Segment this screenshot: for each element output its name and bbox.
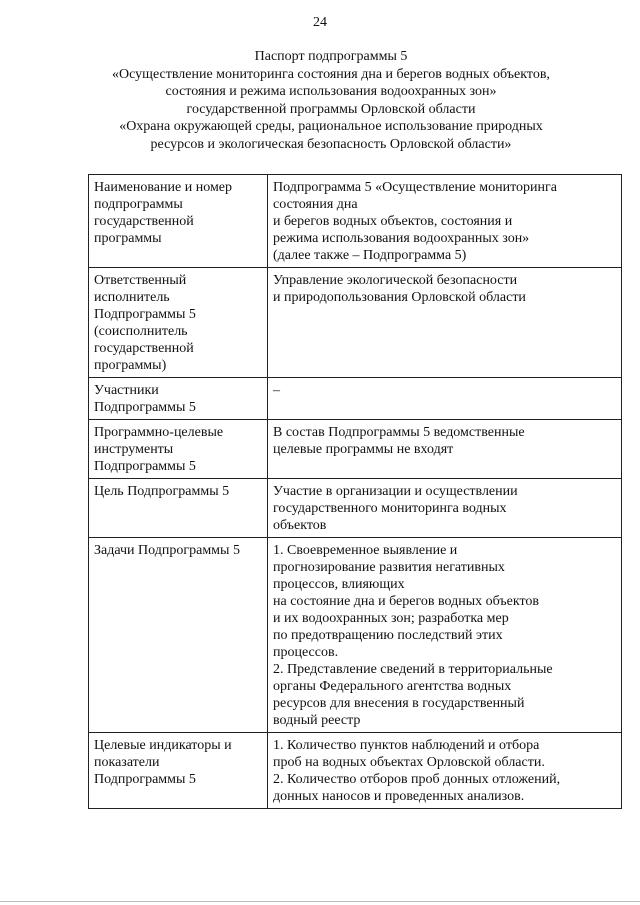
label-line: (соисполнитель: [94, 324, 188, 339]
value-line: на состояние дна и берегов водных объектов: [273, 594, 539, 609]
passport-title: [40, 48, 622, 153]
row-value-cell: [268, 479, 622, 538]
value-line: по предотвращению последствий этих: [273, 628, 503, 643]
page-edge-divider: [0, 901, 640, 902]
value-line: Участие в организации и осуществлении: [273, 484, 518, 499]
title-line: ресурсов и экологическая безопасность Орловской области»: [150, 136, 512, 152]
label-line: государственной: [94, 214, 194, 229]
value-line: донных наносов и проведенных анализов.: [273, 789, 525, 804]
value-line: 2. Количество отборов проб донных отложений,: [273, 772, 561, 787]
value-line: процессов.: [273, 645, 339, 660]
value-line: 1. Своевременное выявление и: [273, 543, 458, 558]
label-line: Ответственный: [94, 273, 187, 288]
value-line: государственного мониторинга водных: [273, 501, 507, 516]
title-line: «Осуществление мониторинга состояния дна и берегов водных объектов,: [112, 66, 550, 82]
table-row-indicators: [89, 733, 622, 809]
passport-table: [88, 174, 622, 809]
label-line: Задачи Подпрограммы 5: [94, 543, 240, 558]
row-label-cell: [89, 175, 268, 268]
value-line: (далее также – Подпрограмма 5): [273, 248, 467, 263]
table-row-participants: [89, 378, 622, 420]
label-line: показатели: [94, 755, 160, 770]
row-value-cell: [268, 268, 622, 378]
label-line: Подпрограммы 5: [94, 307, 196, 322]
label-line: Наименование и номер: [94, 180, 233, 195]
page-number: 24: [313, 15, 327, 30]
value-line: и природопользования Орловской области: [273, 290, 526, 305]
value-line: целевые программы не входят: [273, 442, 454, 457]
value-line: Управление экологической безопасности: [273, 273, 518, 288]
row-label-cell: [89, 733, 268, 809]
value-line: процессов, влияющих: [273, 577, 405, 592]
label-line: исполнитель: [94, 290, 170, 305]
label-line: подпрограммы: [94, 197, 183, 212]
value-line: 2. Представление сведений в территориальные: [273, 662, 553, 677]
row-value-cell: [268, 733, 622, 809]
row-value-cell: [268, 378, 622, 420]
value-line: проб на водных объектах Орловской области.: [273, 755, 545, 770]
label-line: инструменты: [94, 442, 174, 457]
label-line: Подпрограммы 5: [94, 772, 196, 787]
label-line: Программно-целевые: [94, 425, 224, 440]
row-label-cell: [89, 538, 268, 733]
label-line: программы): [94, 358, 167, 373]
label-line: Цель Подпрограммы 5: [94, 484, 230, 499]
label-line: Подпрограммы 5: [94, 459, 196, 474]
row-value-cell: [268, 420, 622, 479]
table-row-responsible: [89, 268, 622, 378]
row-label-cell: [89, 420, 268, 479]
table-row-instruments: [89, 420, 622, 479]
value-line: водный реестр: [273, 713, 361, 728]
value-line: 1. Количество пунктов наблюдений и отбора: [273, 738, 540, 753]
value-line: режима использования водоохранных зон»: [273, 231, 530, 246]
label-line: Участники: [94, 383, 159, 398]
title-line: состояния и режима использования водоохранных зон»: [165, 84, 497, 99]
table-row-name: [89, 175, 622, 268]
label-line: государственной: [94, 341, 194, 356]
value-line: ресурсов для внесения в государственный: [273, 696, 525, 711]
row-label-cell: [89, 378, 268, 420]
value-line: состояния дна: [273, 197, 358, 212]
value-line: прогнозирование развития негативных: [273, 560, 505, 575]
value-line: объектов: [273, 518, 327, 533]
value-line: В состав Подпрограммы 5 ведомственные: [273, 425, 525, 440]
table-row-tasks: [89, 538, 622, 733]
label-line: Целевые индикаторы и: [94, 738, 232, 753]
value-line: –: [273, 383, 280, 398]
value-line: органы Федерального агентства водных: [273, 679, 512, 694]
label-line: программы: [94, 231, 162, 246]
value-line: и их водоохранных зон; разработка мер: [273, 611, 509, 626]
value-line: и берегов водных объектов, состояния и: [273, 214, 513, 229]
row-value-cell: [268, 538, 622, 733]
label-line: Подпрограммы 5: [94, 400, 196, 415]
title-line: Паспорт подпрограммы 5: [254, 49, 408, 64]
title-line: «Охрана окружающей среды, рациональное использование природных: [119, 119, 543, 134]
row-label-cell: [89, 268, 268, 378]
title-line: государственной программы Орловской области: [186, 101, 476, 117]
row-label-cell: [89, 479, 268, 538]
value-line: Подпрограмма 5 «Осуществление мониторинга: [273, 180, 557, 195]
row-value-cell: [268, 175, 622, 268]
table-row-goal: [89, 479, 622, 538]
